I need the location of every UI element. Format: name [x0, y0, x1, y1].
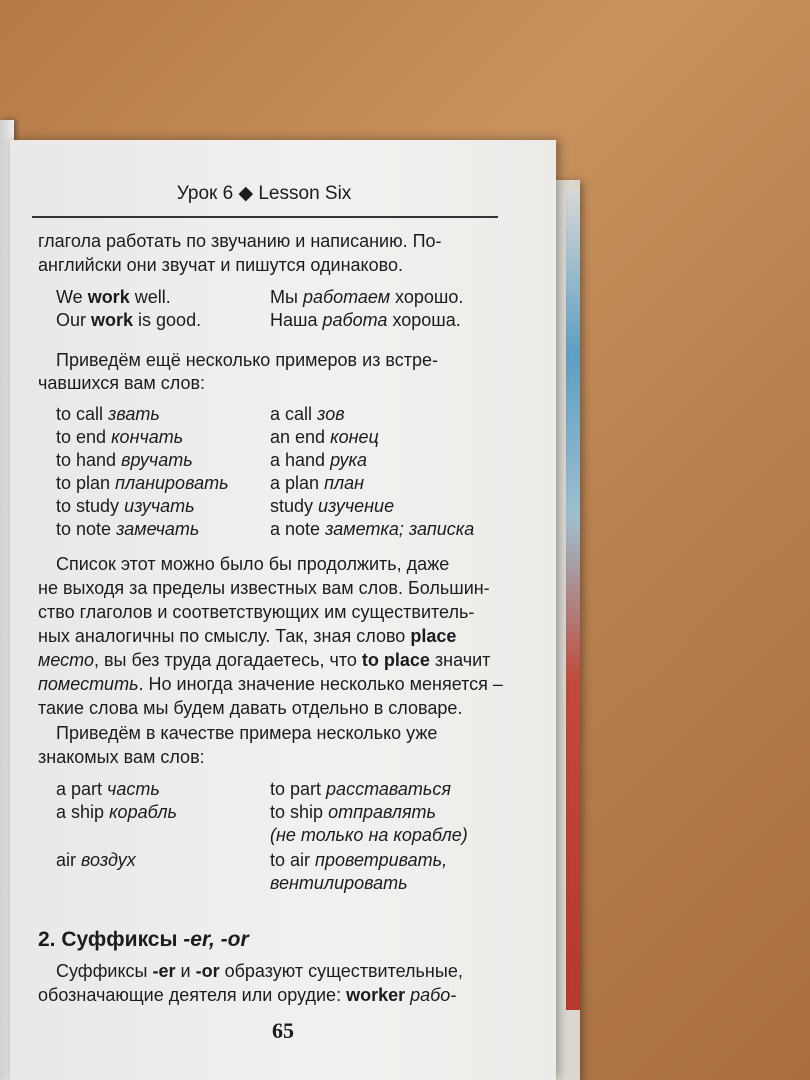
list-line-7: такие слова мы будем давать отдельно в словаре. — [38, 698, 463, 718]
known-line-1: Приведём в качестве примера несколько уже — [56, 723, 438, 743]
page-number: 65 — [272, 1018, 294, 1043]
known-line-2: знакомых вам слов: — [38, 747, 205, 767]
pair-noun: a hand рука — [270, 450, 368, 470]
pair-verb: to call звать — [56, 404, 160, 424]
pair-verb: to plan планировать — [56, 473, 229, 493]
book-page — [10, 140, 556, 1080]
example-ru-2: Наша работа хороша. — [270, 310, 461, 330]
list-line-1: Список этот можно было бы продолжить, даже — [56, 554, 450, 574]
pair-noun: study изучение — [270, 496, 395, 516]
suffix-line-1: Суффиксы -er и -or образуют существительные, — [56, 961, 463, 981]
example-en-1: We work well. — [56, 287, 171, 307]
example-en-2: Our work is good. — [56, 310, 202, 330]
example-ru-1: Мы работаем хорошо. — [270, 287, 464, 307]
pair2-verb-cont: (не только на корабле) — [270, 825, 468, 845]
intro-line-2: английски они звучат и пишутся одинаково. — [38, 255, 404, 275]
book-cover-edge — [566, 190, 580, 1010]
pair2-verb-cont: вентилировать — [270, 873, 408, 893]
suffix-line-2: обозначающие деятеля или орудие: worker рабо- — [38, 985, 457, 1005]
page-header: Урок 6 ◆ Lesson Six — [176, 183, 352, 204]
pair2-noun: air воздух — [56, 850, 136, 870]
pair2-noun: a ship корабль — [56, 802, 177, 822]
list-line-3: ство глаголов и соответствующих им существитель- — [38, 602, 475, 622]
list-line-4: ных аналогичны по смыслу. Так, зная слово place — [38, 626, 457, 646]
pair-verb: to note замечать — [56, 519, 200, 539]
list-line-6: поместить. Но иногда значение несколько меняется – — [38, 674, 503, 694]
section-heading: 2. Суффиксы -er, -or — [38, 928, 249, 951]
pair-noun: a note заметка; записка — [270, 519, 475, 539]
pair-noun: an end конец — [270, 427, 379, 447]
pair-noun: a plan план — [270, 473, 365, 493]
pair-verb: to hand вручать — [56, 450, 193, 470]
pair-verb: to end кончать — [56, 427, 184, 447]
list-line-5: место, вы без труда догадаетесь, что to place значит — [38, 650, 491, 670]
pair-verb: to study изучать — [56, 496, 195, 516]
pair2-verb: to air проветривать, — [270, 850, 448, 870]
pair-noun: a call зов — [270, 404, 345, 424]
pair2-verb: to part расставаться — [270, 779, 451, 799]
pair2-noun: a part часть — [56, 779, 160, 799]
header-rule — [32, 216, 498, 218]
list-line-2: не выходя за пределы известных вам слов. Большин- — [38, 578, 490, 598]
more-line-1: Приведём ещё несколько примеров из встре- — [56, 350, 439, 370]
intro-line-1: глагола работать по звучанию и написанию. По- — [38, 231, 442, 251]
pair2-verb: to ship отправлять — [270, 802, 437, 822]
more-line-2: чавшихся вам слов: — [38, 373, 206, 393]
